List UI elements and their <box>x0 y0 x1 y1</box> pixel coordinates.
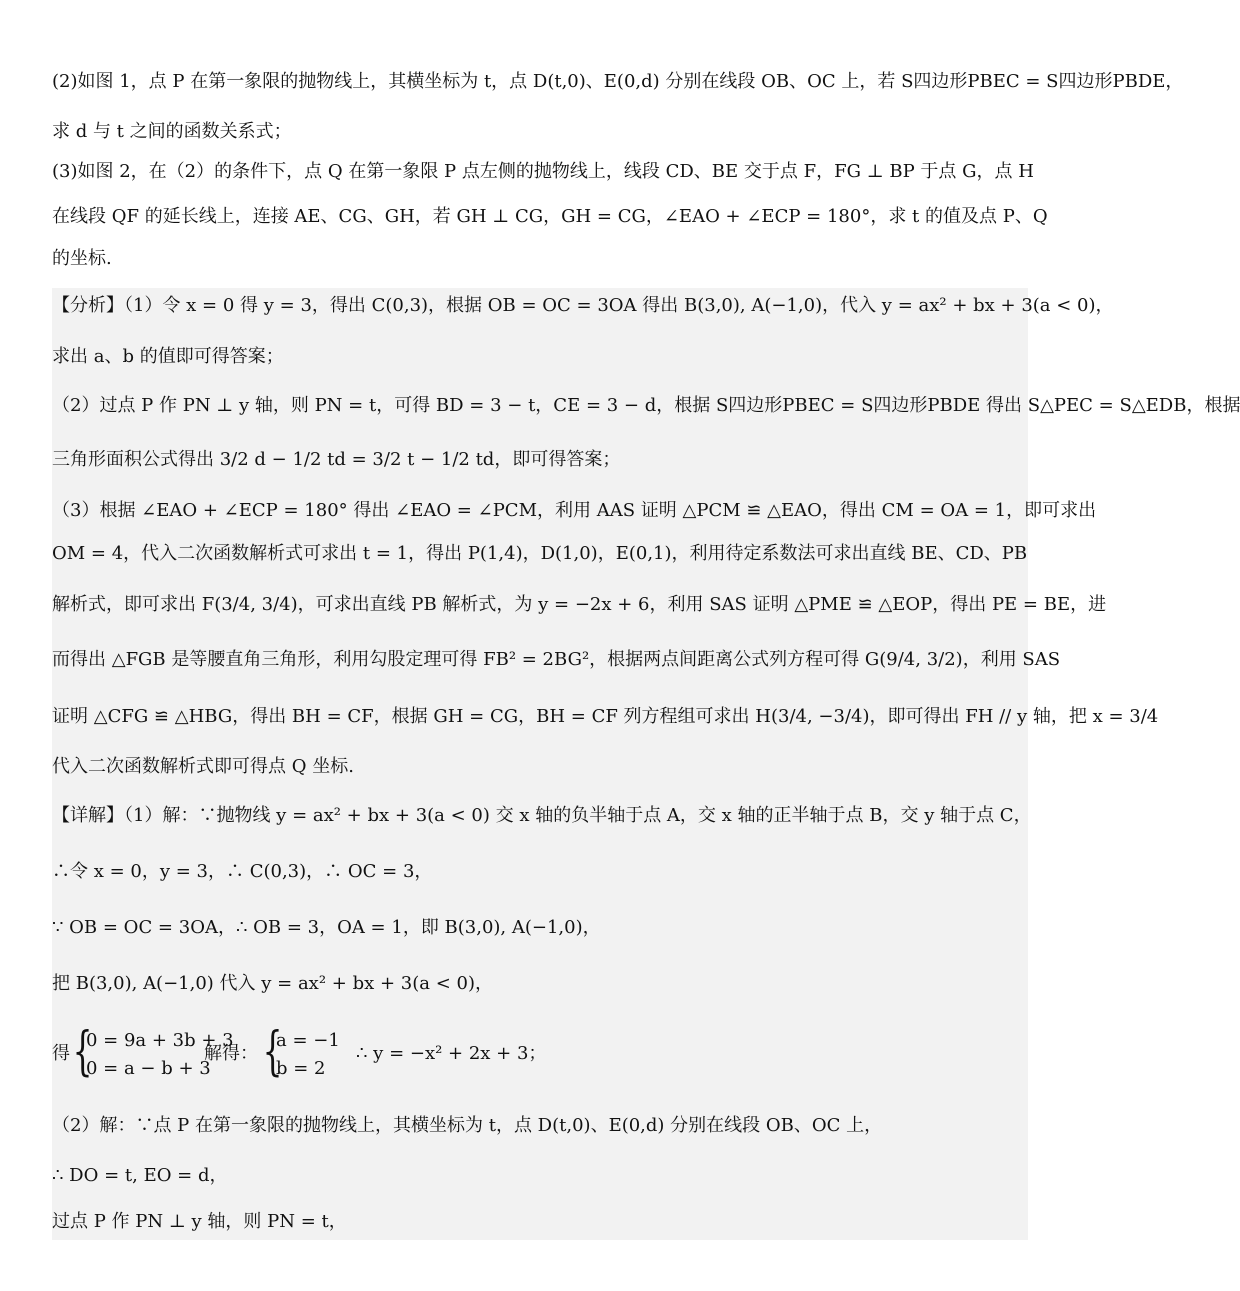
analysis-line-5: （3）根据 ∠EAO + ∠ECP = 180° 得出 ∠EAO = ∠PCM，利用 AAS 证明 △PCM ≌ △EAO，得出 CM = OA = 1，即可求出 <box>52 500 1097 521</box>
analysis-line-1: 【分析】（1）令 x = 0 得 y = 3，得出 C(0,3)，根据 OB = OC = 3OA 得出 B(3,0), A(−1,0)，代入 y = ax² + bx + 3(a < 0)， <box>52 295 1114 316</box>
detail-line-2: ∴令 x = 0，y = 3，∴ C(0,3)，∴ OC = 3， <box>52 861 433 882</box>
left-brace-icon: { <box>72 1022 93 1082</box>
detail-line-1: 【详解】（1）解：∵抛物线 y = ax² + bx + 3(a < 0) 交 x 轴的负半轴于点 A，交 x 轴的正半轴于点 B，交 y 轴于点 C， <box>52 805 1032 826</box>
detail-part-2-line-1: （2）解：∵点 P 在第一象限的抛物线上，其横坐标为 t，点 D(t,0)、E(0,d) 分别在线段 OB、OC 上， <box>52 1115 883 1136</box>
equation-2: 0 = a − b + 3 <box>86 1058 211 1079</box>
system-result: ∴ y = −x² + 2x + 3； <box>356 1043 547 1064</box>
analysis-line-6: OM = 4，代入二次函数解析式可求出 t = 1，得出 P(1,4)，D(1,0)，E(0,1)，利用待定系数法可求出直线 BE、CD、PB <box>52 543 1028 564</box>
analysis-line-10: 代入二次函数解析式即可得点 Q 坐标. <box>52 756 354 777</box>
detail-line-4: 把 B(3,0), A(−1,0) 代入 y = ax² + bx + 3(a < 0)， <box>52 973 493 994</box>
detail-line-3: ∵ OB = OC = 3OA，∴ OB = 3，OA = 1，即 B(3,0), A(−1,0)， <box>52 917 601 938</box>
analysis-line-8: 而得出 △FGB 是等腰直角三角形，利用勾股定理可得 FB² = 2BG²，根据两点间距离公式列方程可得 G(9/4, 3/2)，利用 SAS <box>52 649 1061 670</box>
problem-part-3-line-1: (3)如图 2，在（2）的条件下，点 Q 在第一象限 P 点左侧的抛物线上，线段 CD、BE 交于点 F，FG ⊥ BP 于点 G，点 H <box>52 161 1034 182</box>
analysis-line-3: （2）过点 P 作 PN ⊥ y 轴，则 PN = t，可得 BD = 3 − t，CE = 3 − d，根据 S四边形PBEC = S四边形PBDE 得出 S△PEC = S△EDB，根据 <box>52 395 1240 416</box>
solution-a: a = −1 <box>276 1030 340 1051</box>
problem-part-3-line-2: 在线段 QF 的延长线上，连接 AE、CG、GH，若 GH ⊥ CG，GH = CG，∠EAO + ∠ECP = 180°，求 t 的值及点 P、Q <box>52 206 1048 227</box>
analysis-line-7: 解析式，即可求出 F(3/4, 3/4)，可求出直线 PB 解析式，为 y = −2x + 6，利用 SAS 证明 △PME ≌ △EOP，得出 PE = BE，进 <box>52 594 1107 615</box>
system-prefix: 得 <box>52 1043 70 1064</box>
problem-part-2-line-2: 求 d 与 t 之间的函数关系式； <box>52 121 292 142</box>
left-brace-icon-2: { <box>262 1022 283 1082</box>
problem-part-3-line-3: 的坐标. <box>52 248 112 269</box>
detail-part-2-line-2: ∴ DO = t, EO = d， <box>52 1165 228 1186</box>
equation-1: 0 = 9a + 3b + 3 <box>86 1030 234 1051</box>
analysis-line-4: 三角形面积公式得出 3/2 d − 1/2 td = 3/2 t − 1/2 td，即可得答案； <box>52 449 621 470</box>
detail-part-2-line-3: 过点 P 作 PN ⊥ y 轴，则 PN = t， <box>52 1211 347 1232</box>
analysis-line-9: 证明 △CFG ≌ △HBG，得出 BH = CF，根据 GH = CG，BH = CF 列方程组可求出 H(3/4, −3/4)，即可得出 FH // y 轴，把 x = 3/4 <box>52 706 1159 727</box>
problem-part-2-line-1: (2)如图 1，点 P 在第一象限的抛物线上，其横坐标为 t，点 D(t,0)、E(0,d) 分别在线段 OB、OC 上，若 S四边形PBEC = S四边形PBDE， <box>52 71 1184 92</box>
analysis-line-2: 求出 a、b 的值即可得答案； <box>52 346 284 367</box>
solution-b: b = 2 <box>276 1058 326 1079</box>
solve-label: 解得： <box>204 1043 258 1064</box>
